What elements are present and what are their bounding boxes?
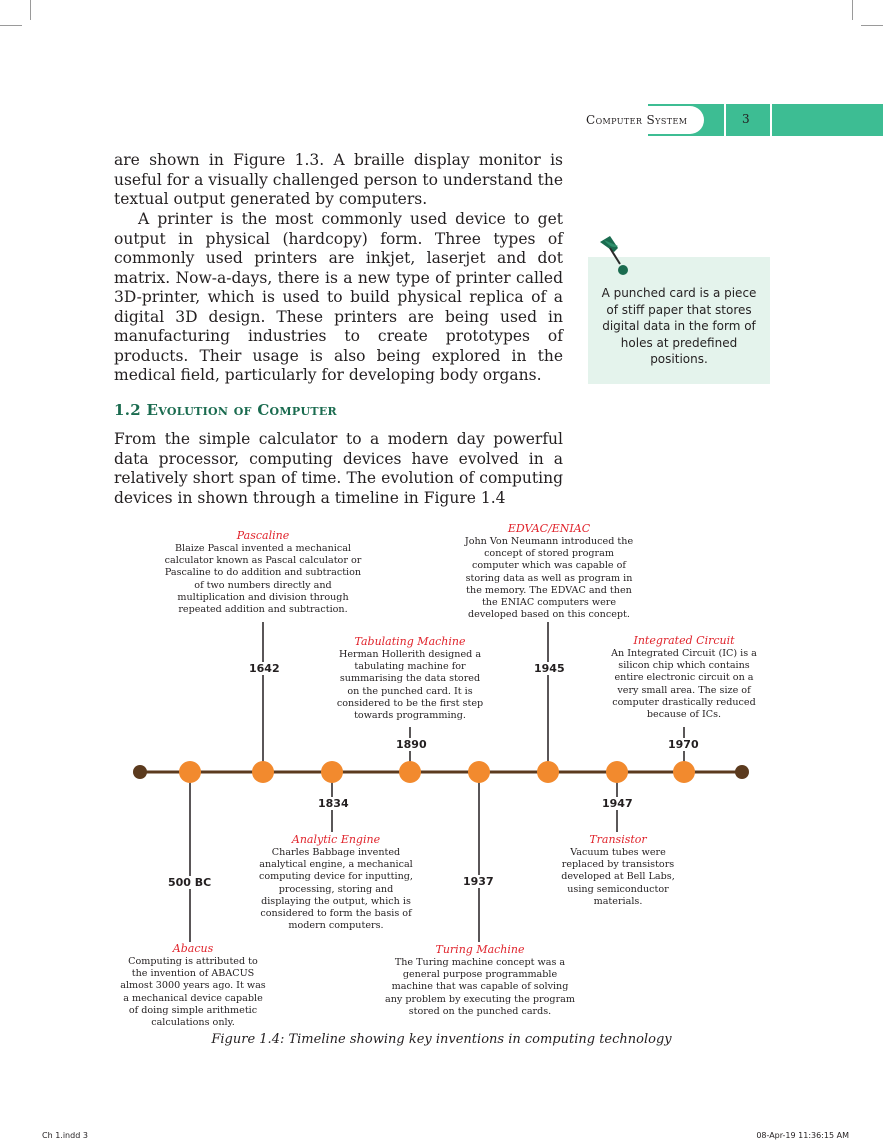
paragraph: are shown in Figure 1.3. A braille display monitor is useful for a visually challenged person to understand the textual output generated by computers. bbox=[114, 151, 563, 208]
year-label: 1947 bbox=[602, 797, 633, 810]
event-text: An Integrated Circuit (IC) is a silicon chip which contains entire electronic circuit on a very small area. The size of computer drastically reduced because of ICs. bbox=[611, 648, 757, 721]
event-text: Vacuum tubes were replaced by transistors developed at Bell Labs, using semiconductor materials. bbox=[561, 847, 675, 907]
paragraph: A printer is the most commonly used device to get output in physical (hardcopy) form. Three types of commonly used printers are inkjet, laserjet and dot matrix. Now-a-days, there is a new type of printer called 3D-printer, which is used to build physical replica of a digital 3D design. These printers are being used in manufacturing industries to create prototypes of products. Their usage is also being explored in the medical field, particularly for developing body organs. bbox=[114, 210, 563, 384]
timeline-node bbox=[179, 761, 201, 783]
timeline-event-tabulating-machine bbox=[335, 635, 485, 722]
event-title: EDVAC/ENIAC bbox=[507, 522, 591, 535]
year-label: 1937 bbox=[463, 875, 494, 888]
event-text: Computing is attributed to the invention of ABACUS almost 3000 years ago. It was a mechanical device capable of doing simple arithmetic calculations only. bbox=[120, 956, 266, 1029]
event-title: Turing Machine bbox=[435, 943, 525, 956]
timeline-end-cap bbox=[735, 765, 749, 779]
event-title: Integrated Circuit bbox=[633, 634, 735, 647]
figure-caption: Figure 1.4: Timeline showing key inventions in computing technology bbox=[211, 1032, 672, 1047]
page-number: 3 bbox=[742, 112, 750, 126]
timeline-node bbox=[399, 761, 421, 783]
footer-file-label: Ch 1.indd 3 bbox=[42, 1131, 88, 1140]
year-label: 1642 bbox=[249, 662, 280, 675]
event-text: Blaize Pascal invented a mechanical calculator known as Pascal calculator or Pascaline to do addition and subtraction of two numbers directly and multiplication and division through repeated addition and subtraction. bbox=[164, 543, 362, 616]
year-label: 1945 bbox=[534, 662, 565, 675]
event-title: Analytic Engine bbox=[291, 833, 381, 846]
timeline-event-turing-machine bbox=[382, 943, 578, 1018]
event-title: Pascaline bbox=[236, 529, 290, 542]
event-text: John Von Neumann introduced the concept of stored program computer which was capable of storing data as well as program in the memory. The EDVAC and then the ENIAC computers were developed based on this concept. bbox=[464, 536, 634, 621]
event-text: Herman Hollerith designed a tabulating machine for summarising the data stored on the punched card. It is considered to be the first step towards programming. bbox=[336, 649, 484, 722]
timeline-node bbox=[321, 761, 343, 783]
timeline-node bbox=[537, 761, 559, 783]
event-title: Tabulating Machine bbox=[354, 635, 466, 648]
event-text: Charles Babbage invented analytical engine, a mechanical computing device for inputting, processing, storing and displaying the output, which is considered to form the basis of modern computers. bbox=[259, 847, 413, 932]
year-label: 1890 bbox=[396, 738, 427, 751]
year-label: 1970 bbox=[668, 738, 699, 751]
event-title: Abacus bbox=[172, 942, 214, 955]
event-title: Transistor bbox=[589, 833, 647, 846]
timeline-event-abacus bbox=[120, 942, 266, 1029]
timeline-node bbox=[252, 761, 274, 783]
year-label: 1834 bbox=[318, 797, 349, 810]
year-label: 500 BC bbox=[168, 876, 212, 889]
section-number: 1.2 bbox=[114, 401, 141, 419]
timeline-node bbox=[673, 761, 695, 783]
timeline-node bbox=[468, 761, 490, 783]
section-title: Evolution of Computer bbox=[146, 401, 337, 419]
timeline-event-edvac-eniac bbox=[464, 522, 634, 621]
timeline-event-pascaline bbox=[160, 529, 366, 616]
side-note-text: A punched card is a piece of stiff paper that stores digital data in the form of holes at predefined positions. bbox=[601, 286, 757, 366]
timeline-event-integrated-circuit bbox=[606, 634, 762, 721]
timeline-start-cap bbox=[133, 765, 147, 779]
timeline-event-analytic-engine bbox=[259, 833, 413, 932]
event-text: The Turing machine concept was a general purpose programmable machine that was capable of solving any problem by executing the program stored on the punched cards. bbox=[385, 957, 575, 1017]
footer-timestamp: 08-Apr-19 11:36:15 AM bbox=[756, 1131, 849, 1140]
timeline-event-transistor bbox=[555, 833, 681, 908]
section-paragraph: From the simple calculator to a modern day powerful data processor, computing devices have evolved in a relatively short span of time. The evolution of computing devices in shown through a timeline in Figure 1.4 bbox=[114, 430, 563, 507]
timeline-node bbox=[606, 761, 628, 783]
running-title: Computer System bbox=[586, 113, 688, 127]
